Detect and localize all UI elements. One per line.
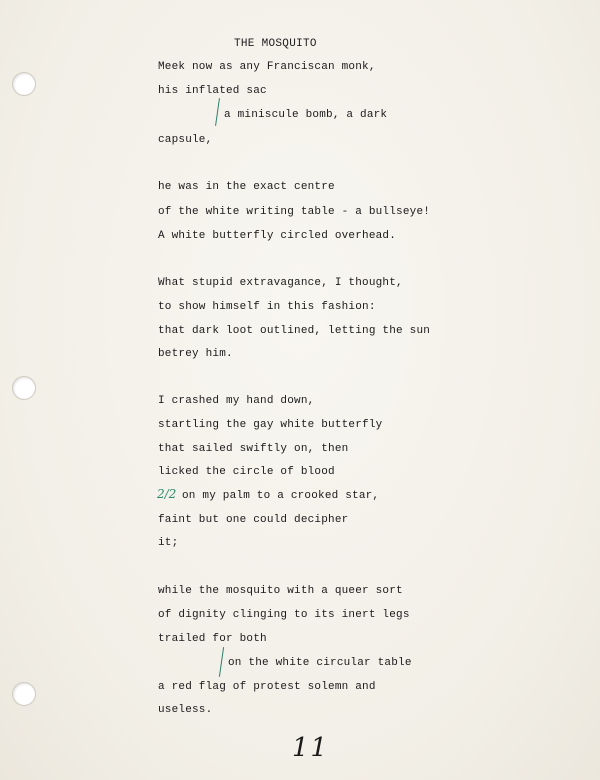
poem-line: What stupid extravagance, I thought,: [158, 277, 403, 289]
margin-annotation: 2/2: [157, 487, 177, 501]
poem-line: trailed for both: [158, 633, 267, 645]
poem-line: of the white writing table - a bullseye!: [158, 206, 431, 218]
poem-line: I crashed my hand down,: [158, 395, 315, 407]
poem-line: Meek now as any Franciscan monk,: [158, 61, 376, 73]
poem-line: faint but one could decipher: [158, 514, 349, 526]
poem-line: while the mosquito with a queer sort: [158, 585, 403, 597]
binder-hole-bottom: [12, 682, 36, 706]
poem-line: to show himself in this fashion:: [158, 301, 376, 313]
binder-hole-top: [12, 72, 36, 96]
poem-line: on the white circular table: [228, 657, 412, 669]
indent-mark: [219, 647, 224, 677]
poem-title: THE MOSQUITO: [234, 38, 317, 50]
poem-line: that dark loot outlined, letting the sun: [158, 325, 431, 337]
poem-line: a miniscule bomb, a dark: [224, 109, 388, 121]
page-number: 11: [292, 733, 330, 763]
poem-line: a red flag of protest solemn and: [158, 681, 376, 693]
poem-line: his inflated sac: [158, 85, 267, 97]
poem-line: capsule,: [158, 134, 213, 146]
poem-line: it;: [158, 537, 179, 549]
poem-line: on my palm to a crooked star,: [182, 490, 380, 502]
poem-line: startling the gay white butterfly: [158, 419, 383, 431]
poem-line: useless.: [158, 704, 213, 716]
poem-line: of dignity clinging to its inert legs: [158, 609, 410, 621]
indent-mark: [215, 98, 220, 126]
poem-line: he was in the exact centre: [158, 181, 335, 193]
poem-line: A white butterfly circled overhead.: [158, 230, 397, 242]
poem-line: that sailed swiftly on, then: [158, 443, 349, 455]
poem-line: licked the circle of blood: [158, 466, 335, 478]
poem-line: betrey him.: [158, 348, 233, 360]
binder-hole-middle: [12, 376, 36, 400]
